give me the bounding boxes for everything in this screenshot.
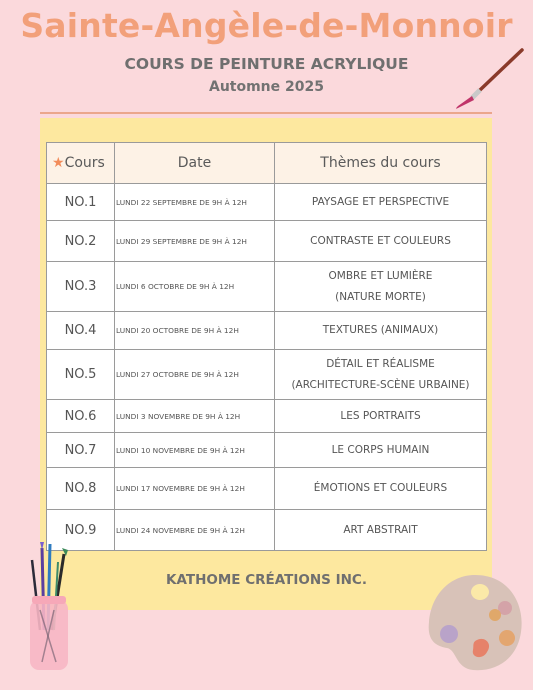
course-theme-line: ÉMOTIONS ET COULEURS (313, 482, 448, 494)
course-theme (275, 400, 487, 433)
brush-jar-icon (20, 540, 76, 680)
course-theme-line: OMBRE ET LUMIÈRE (328, 269, 433, 282)
season-label: Automne 2025 (208, 79, 324, 95)
course-theme-line: (NATURE MORTE) (335, 290, 426, 303)
course-theme-line: DÉTAIL ET RÉALISME (326, 357, 435, 370)
course-subtitle: COURS DE PEINTURE ACRYLIQUE (124, 55, 409, 73)
course-theme-line: CONTRASTE ET COULEURS (310, 234, 451, 247)
course-theme (275, 350, 487, 400)
course-number: NO.2 (47, 221, 115, 262)
table-row (47, 400, 487, 433)
header-cours (47, 143, 115, 184)
course-theme-line: PAYSAGE ET PERSPECTIVE (311, 195, 450, 208)
course-theme (275, 510, 487, 551)
header-date: Date (115, 143, 275, 184)
course-theme (275, 221, 487, 262)
course-theme-line: TEXTURES (ANIMAUX) (322, 324, 439, 336)
table-row (47, 510, 487, 551)
table-header-row (47, 143, 487, 184)
course-date: LUNDI 24 NOVEMBRE DE 9H À 12H (115, 510, 275, 551)
course-date: LUNDI 10 NOVEMBRE DE 9H À 12H (115, 433, 275, 468)
table-row (47, 184, 487, 221)
course-number: NO.7 (47, 433, 115, 468)
course-theme-line: LES PORTRAITS (340, 409, 421, 422)
course-date: LUNDI 17 NOVEMBRE DE 9H À 12H (115, 468, 275, 510)
course-theme (275, 433, 487, 468)
course-date: LUNDI 22 SEPTEMBRE DE 9H À 12H (115, 184, 275, 221)
course-theme-line: (ARCHITECTURE-SCÈNE URBAINE) (291, 378, 470, 391)
course-theme (275, 468, 487, 510)
table-row (47, 262, 487, 312)
divider (40, 112, 492, 114)
course-number: NO.8 (47, 468, 115, 510)
course-theme (275, 184, 487, 221)
schedule-table (46, 142, 487, 551)
course-date: LUNDI 29 SEPTEMBRE DE 9H À 12H (115, 221, 275, 262)
table-row (47, 350, 487, 400)
header-cours-label: Cours (64, 155, 105, 171)
header-themes: Thèmes du cours (275, 143, 487, 184)
page-title: Sainte-Angèle-de-Monnoir (20, 6, 513, 45)
star-icon: ★ (52, 155, 65, 171)
table-row (47, 433, 487, 468)
course-number: NO.1 (47, 184, 115, 221)
paint-palette-icon (425, 570, 525, 675)
table-row (47, 468, 487, 510)
company-name: KATHOME CRÉATIONS INC. (166, 572, 367, 588)
course-number: NO.5 (47, 350, 115, 400)
course-date: LUNDI 3 NOVEMBRE DE 9H À 12H (115, 400, 275, 433)
course-theme-line: LE CORPS HUMAIN (331, 443, 430, 456)
course-theme-line: ART ABSTRAIT (343, 523, 418, 536)
course-number: NO.4 (47, 312, 115, 350)
table-row (47, 221, 487, 262)
paintbrush-icon (450, 46, 526, 112)
course-theme (275, 262, 487, 312)
course-number: NO.3 (47, 262, 115, 312)
course-number: NO.6 (47, 400, 115, 433)
course-date: LUNDI 20 OCTOBRE DE 9H À 12H (115, 312, 275, 350)
course-date: LUNDI 6 OCTOBRE DE 9H À 12H (115, 262, 275, 312)
course-theme (275, 312, 487, 350)
course-number: NO.9 (47, 510, 115, 551)
table-row (47, 312, 487, 350)
course-date: LUNDI 27 OCTOBRE DE 9H À 12H (115, 350, 275, 400)
